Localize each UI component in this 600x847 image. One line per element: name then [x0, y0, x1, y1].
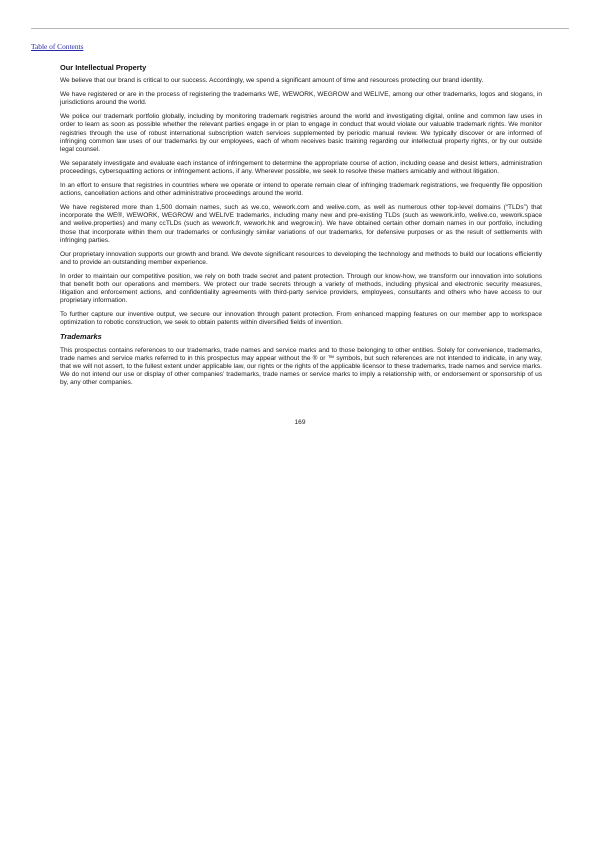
- paragraph: In order to maintain our competitive position, we rely on both trade secret and patent protection. Through our know-how, we transform our innovation into solutions that benefit both our operations and members. We protect our trade secrets through a variety of methods, including physical and electronic security measures, litigation and enforcement actions, and confidentiality agreements with third-party service providers, employees, consultants and others who have access to our proprietary information.: [60, 272, 542, 305]
- paragraph: We have registered more than 1,500 domain names, such as we.co, wework.com and welive.com, as well as numerous other top-level domains (“TLDs”) that incorporate the WE®, WEWORK, WEGROW and WELIVE trademarks, including many new and pre-existing TLDs (such as wework.info, welive.co, wework.space and welive.properties) and many ccTLDs (such as wework.fr, wework.hk and wegrow.in). We have obtained certain other domain names in our portfolio, including those that incorporate within them our trademarks or confusingly similar variations of our trademarks, for defensive purposes or as the result of settlements with infringing parties.: [60, 204, 542, 244]
- table-of-contents-link[interactable]: Table of Contents: [31, 42, 84, 51]
- page-number: 169: [294, 419, 306, 426]
- paragraph: We police our trademark portfolio globally, including by monitoring trademark registries around the world and investigating digital, online and common law uses in order to learn as soon as possible whether the relevant parties engage in or plan to engage in conduct that would violate our valuable trademark rights. We monitor registries through the use of robust international subscription watch services supplemented by periodic manual review. We typically discover or are informed of infringing common law uses of our trademarks by our employees, each of whom receives basic training regarding our intellectual property rights, or by our outside legal counsel.: [60, 113, 542, 153]
- section-heading: Our Intellectual Property: [60, 63, 147, 72]
- paragraph: We have registered or are in the process of registering the trademarks WE, WEWORK, WEGROW and WELIVE, among our other trademarks, logos and slogans, in jurisdictions around the world.: [60, 91, 542, 107]
- paragraph: Our proprietary innovation supports our growth and brand. We devote significant resources to developing the technology and methods to build our locations efficiently and to provide an outstanding member experience.: [60, 250, 542, 266]
- header-divider: [31, 28, 569, 29]
- subsection-heading: Trademarks: [60, 332, 102, 342]
- document-body: [60, 64, 542, 393]
- paragraph: In an effort to ensure that registries in countries where we operate or intend to operate remain clear of infringing trademark registrations, we frequently file opposition actions, cancellation actions and other administrative proceedings around the world.: [60, 182, 542, 198]
- paragraph: We separately investigate and evaluate each instance of infringement to determine the appropriate course of action, including cease and desist letters, administration proceedings, cybersquatting actions or infringement actions, if any. Wherever possible, we seek to resolve these matters amicably and without litigation.: [60, 159, 542, 175]
- paragraph: This prospectus contains references to our trademarks, trade names and service marks and to those belonging to other entities. Solely for convenience, trademarks, trade names and service marks referred to in this prospectus may appear without the ® or ™ symbols, but such references are not intended to indicate, in any way, that we will not assert, to the fullest extent under applicable law, our rights or the rights of the applicable licensor to these trademarks, trade names and service marks. We do not intend our use or display of other companies’ trademarks, trade names or service marks to imply a relationship with, or endorsement or sponsorship of us by, any other companies.: [60, 346, 542, 386]
- paragraph: We believe that our brand is critical to our success. Accordingly, we spend a significant amount of time and resources protecting our brand identity.: [60, 77, 484, 85]
- paragraph: To further capture our inventive output, we secure our innovation through patent protection. From enhanced mapping features on our member app to workspace optimization to robotic construction, we seek to obtain patents within diversified fields of invention.: [60, 311, 542, 327]
